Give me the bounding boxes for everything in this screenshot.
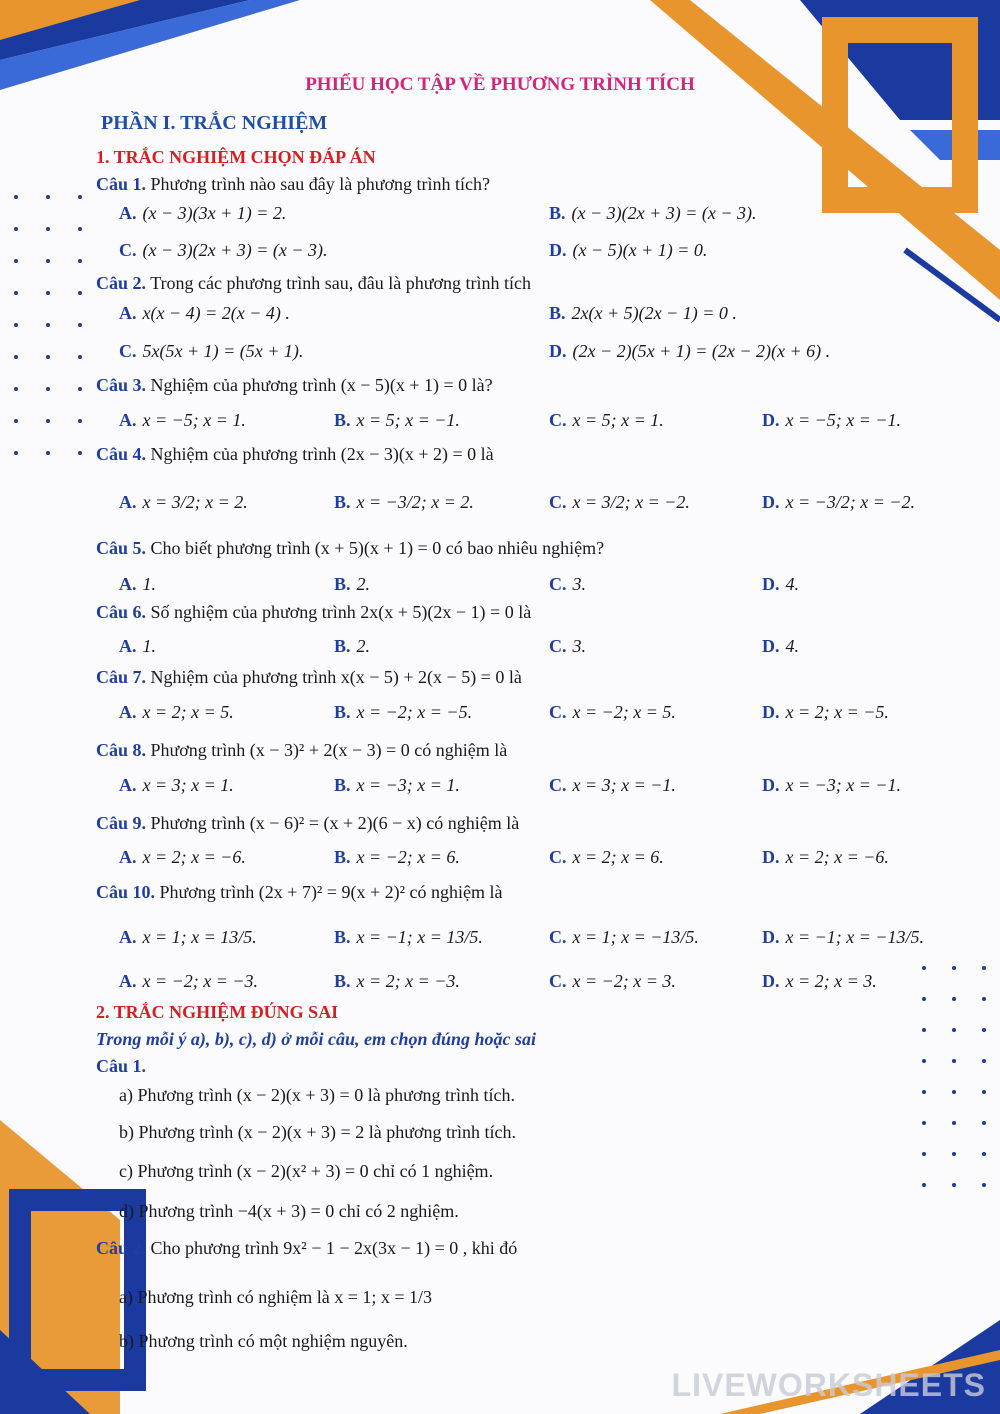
option-letter: C.	[549, 847, 567, 867]
option-text: x = 1; x = −13/5.	[572, 927, 699, 947]
option-text: x = 2; x = −5.	[785, 702, 889, 722]
question-label: Câu 8.	[96, 740, 147, 760]
question-9-option-a[interactable]	[119, 847, 246, 868]
section-title-true-false: 2. TRẮC NGHIỆM ĐÚNG SAI	[96, 1002, 339, 1022]
option-letter: D.	[762, 636, 780, 656]
question-9	[96, 813, 519, 834]
tf-question-2-text: Cho phương trình 9x² − 1 − 2x(3x − 1) = 0 , khi đó	[150, 1238, 518, 1258]
option-letter: A.	[119, 636, 137, 656]
question-10-extra-option-a[interactable]	[119, 971, 258, 992]
question-8	[96, 740, 507, 761]
question-5-option-b[interactable]	[334, 574, 370, 595]
tf-q2-statement-a[interactable]: a) Phương trình có nghiệm là x = 1; x = 1/3	[119, 1287, 433, 1307]
page-title: PHIẾU HỌC TẬP VỀ PHƯƠNG TRÌNH TÍCH	[305, 74, 695, 95]
option-text: x = −3/2; x = −2.	[785, 492, 916, 512]
question-label: Câu 9.	[96, 813, 147, 833]
question-10-option-d[interactable]	[762, 927, 924, 948]
question-label: Câu 4.	[96, 444, 147, 464]
option-letter: A.	[119, 702, 137, 722]
option-text: x = −5; x = −1.	[785, 410, 902, 430]
question-2	[96, 273, 531, 294]
option-text: (x − 3)(3x + 1) = 2.	[142, 203, 287, 223]
option-text: 4.	[785, 574, 799, 594]
tf-question-1-label: Câu 1.	[96, 1056, 147, 1076]
question-1	[96, 174, 490, 195]
question-7-option-a[interactable]	[119, 702, 234, 723]
tf-q1-statement-d[interactable]: d) Phương trình −4(x + 3) = 0 chỉ có 2 nghiệm.	[119, 1201, 459, 1221]
question-7-option-c[interactable]	[549, 702, 676, 723]
option-text: x = −3; x = 1.	[356, 775, 460, 795]
option-text: (x − 3)(2x + 3) = (x − 3).	[571, 203, 757, 223]
option-letter: C.	[119, 240, 137, 260]
question-4-option-c[interactable]	[549, 492, 690, 513]
option-letter: A.	[119, 775, 137, 795]
question-10-option-a[interactable]	[119, 927, 257, 948]
option-text: 1.	[142, 574, 156, 594]
question-text: Cho biết phương trình (x + 5)(x + 1) = 0 có bao nhiêu nghiệm?	[150, 538, 605, 558]
option-letter: D.	[762, 971, 780, 991]
option-letter: B.	[334, 927, 351, 947]
option-text: x = −1; x = −13/5.	[785, 927, 925, 947]
option-letter: A.	[119, 927, 137, 947]
option-letter: B.	[334, 492, 351, 512]
option-letter: B.	[549, 303, 566, 323]
option-text: 3.	[572, 574, 586, 594]
option-text: x = 3; x = 1.	[142, 775, 234, 795]
option-letter: C.	[549, 775, 567, 795]
question-label: Câu 10.	[96, 882, 156, 902]
question-1-option-c[interactable]	[119, 240, 328, 261]
question-3-option-b[interactable]	[334, 410, 460, 431]
option-text: x = −3; x = −1.	[785, 775, 902, 795]
instruction-text: Trong mỗi ý a), b), c), d) ở mỗi câu, em chọn đúng hoặc sai	[96, 1029, 536, 1049]
question-2-option-d[interactable]	[549, 341, 830, 362]
question-text: Phương trình (2x + 7)² = 9(x + 2)² có nghiệm là	[159, 882, 503, 902]
question-5-option-c[interactable]	[549, 574, 586, 595]
option-letter: C.	[549, 410, 567, 430]
option-text: 5x(5x + 1) = (5x + 1).	[142, 341, 304, 361]
question-5-option-a[interactable]	[119, 574, 156, 595]
option-letter: C.	[549, 492, 567, 512]
option-letter: D.	[762, 410, 780, 430]
question-text: Phương trình (x − 6)² = (x + 2)(6 − x) có nghiệm là	[150, 813, 520, 833]
question-label: Câu 6.	[96, 602, 147, 622]
option-letter: D.	[762, 927, 780, 947]
option-text: x = −2; x = −3.	[142, 971, 259, 991]
question-10-extra-option-b[interactable]	[334, 971, 460, 992]
question-text: Số nghiệm của phương trình 2x(x + 5)(2x − 1) = 0 là	[150, 602, 532, 622]
option-letter: C.	[549, 971, 567, 991]
question-6-option-c[interactable]	[549, 636, 586, 657]
tf-question-2	[96, 1238, 517, 1259]
option-letter: B.	[549, 203, 566, 223]
question-8-option-c[interactable]	[549, 775, 676, 796]
question-1-option-b[interactable]	[549, 203, 757, 224]
question-4	[96, 444, 494, 465]
option-text: x = −1; x = 13/5.	[356, 927, 483, 947]
question-7	[96, 667, 522, 688]
option-text: (x − 3)(2x + 3) = (x − 3).	[142, 240, 328, 260]
question-6	[96, 602, 531, 623]
option-letter: B.	[334, 775, 351, 795]
question-2-option-c[interactable]	[119, 341, 303, 362]
question-2-option-a[interactable]	[119, 303, 290, 324]
option-letter: C.	[119, 341, 137, 361]
question-8-option-b[interactable]	[334, 775, 460, 796]
question-label: Câu 3.	[96, 375, 147, 395]
tf-q1-statement-c[interactable]: c) Phương trình (x − 2)(x² + 3) = 0 chỉ có 1 nghiệm.	[119, 1161, 494, 1181]
tf-q1-statement-a[interactable]: a) Phương trình (x − 2)(x + 3) = 0 là phương trình tích.	[119, 1085, 515, 1105]
question-1-option-a[interactable]	[119, 203, 286, 224]
question-6-option-d[interactable]	[762, 636, 799, 657]
question-3-option-a[interactable]	[119, 410, 246, 431]
question-9-option-d[interactable]	[762, 847, 889, 868]
option-letter: D.	[762, 847, 780, 867]
option-letter: B.	[334, 636, 351, 656]
option-text: x = −5; x = 1.	[142, 410, 246, 430]
option-letter: D.	[549, 341, 567, 361]
option-letter: A.	[119, 492, 137, 512]
question-2-option-b[interactable]	[549, 303, 737, 324]
option-text: x = 1; x = 13/5.	[142, 927, 257, 947]
question-10-option-b[interactable]	[334, 927, 483, 948]
option-text: x = −2; x = −5.	[356, 702, 473, 722]
tf-q2-statement-b[interactable]: b) Phương trình có một nghiệm nguyên.	[119, 1331, 408, 1351]
option-letter: C.	[549, 636, 567, 656]
option-text: 4.	[785, 636, 799, 656]
option-text: x = 2; x = −3.	[356, 971, 460, 991]
question-5	[96, 538, 604, 559]
tf-q1-statement-b[interactable]: b) Phương trình (x − 2)(x + 3) = 2 là phương trình tích.	[119, 1122, 516, 1142]
option-letter: B.	[334, 574, 351, 594]
question-10-extra-option-c[interactable]	[549, 971, 676, 992]
tf-question-2-label: Câu 2.	[96, 1238, 147, 1258]
option-text: 1.	[142, 636, 156, 656]
question-4-option-a[interactable]	[119, 492, 248, 513]
watermark-logo: LIVEWORKSHEETS	[671, 1367, 986, 1403]
option-letter: D.	[762, 574, 780, 594]
option-text: x = 5; x = 1.	[572, 410, 664, 430]
question-10	[96, 882, 503, 903]
question-9-option-b[interactable]	[334, 847, 460, 868]
option-text: x = 3; x = −1.	[572, 775, 676, 795]
option-letter: B.	[334, 702, 351, 722]
question-5-option-d[interactable]	[762, 574, 799, 595]
question-4-option-d[interactable]	[762, 492, 915, 513]
question-text: Nghiệm của phương trình (2x − 3)(x + 2) = 0 là	[150, 444, 494, 464]
question-9-option-c[interactable]	[549, 847, 664, 868]
question-label: Câu 5.	[96, 538, 147, 558]
question-text: Phương trình (x − 3)² + 2(x − 3) = 0 có nghiệm là	[150, 740, 508, 760]
option-letter: A.	[119, 203, 137, 223]
question-10-extra-option-d[interactable]	[762, 971, 877, 992]
question-label: Câu 7.	[96, 667, 147, 687]
option-text: x = −2; x = 6.	[356, 847, 460, 867]
dot-grid-right	[922, 966, 1000, 1187]
option-letter: C.	[549, 574, 567, 594]
option-letter: A.	[119, 971, 137, 991]
option-letter: C.	[549, 702, 567, 722]
option-text: x = 2; x = −6.	[785, 847, 889, 867]
option-letter: A.	[119, 410, 137, 430]
question-label: Câu 1.	[96, 174, 147, 194]
option-letter: B.	[334, 971, 351, 991]
option-text: x = 2; x = 5.	[142, 702, 234, 722]
option-text: x = 2; x = −6.	[142, 847, 246, 867]
option-text: 2.	[356, 636, 371, 656]
question-label: Câu 2.	[96, 273, 147, 293]
option-text: x = 5; x = −1.	[356, 410, 460, 430]
option-text: (2x − 2)(5x + 1) = (2x − 2)(x + 6) .	[572, 341, 831, 361]
option-text: x = 3/2; x = −2.	[572, 492, 690, 512]
option-text: 3.	[572, 636, 586, 656]
question-3-option-d[interactable]	[762, 410, 901, 431]
option-text: x = −3/2; x = 2.	[356, 492, 474, 512]
question-7-option-b[interactable]	[334, 702, 472, 723]
option-letter: B.	[334, 410, 351, 430]
option-letter: D.	[762, 702, 780, 722]
question-4-option-b[interactable]	[334, 492, 474, 513]
question-1-option-d[interactable]	[549, 240, 707, 261]
section-title-multiple-choice: 1. TRẮC NGHIỆM CHỌN ĐÁP ÁN	[96, 147, 376, 167]
question-text: Nghiệm của phương trình (x − 5)(x + 1) = 0 là?	[150, 375, 493, 395]
option-letter: B.	[334, 847, 351, 867]
question-6-option-a[interactable]	[119, 636, 156, 657]
option-letter: D.	[762, 775, 780, 795]
option-letter: C.	[549, 927, 567, 947]
option-letter: D.	[762, 492, 780, 512]
option-letter: A.	[119, 303, 137, 323]
option-letter: D.	[549, 240, 567, 260]
option-text: x = −2; x = 5.	[572, 702, 676, 722]
option-text: x(x − 4) = 2(x − 4) .	[142, 303, 290, 323]
option-text: 2.	[356, 574, 371, 594]
option-text: x = 2; x = 3.	[785, 971, 877, 991]
question-8-option-a[interactable]	[119, 775, 234, 796]
option-letter: A.	[119, 574, 137, 594]
question-6-option-b[interactable]	[334, 636, 370, 657]
question-10-option-c[interactable]	[549, 927, 699, 948]
question-3	[96, 375, 493, 396]
option-letter: A.	[119, 847, 137, 867]
question-3-option-c[interactable]	[549, 410, 664, 431]
question-text: Phương trình nào sau đây là phương trình tích?	[150, 174, 491, 194]
question-7-option-d[interactable]	[762, 702, 889, 723]
question-8-option-d[interactable]	[762, 775, 901, 796]
question-text: Trong các phương trình sau, đâu là phương trình tích	[150, 273, 532, 293]
option-text: x = 3/2; x = 2.	[142, 492, 248, 512]
question-text: Nghiệm của phương trình x(x − 5) + 2(x − 5) = 0 là	[150, 667, 522, 687]
option-text: (x − 5)(x + 1) = 0.	[572, 240, 708, 260]
option-text: x = 2; x = 6.	[572, 847, 664, 867]
option-text: 2x(x + 5)(2x − 1) = 0 .	[571, 303, 737, 323]
part-title: PHẦN I. TRẮC NGHIỆM	[101, 112, 328, 134]
option-text: x = −2; x = 3.	[572, 971, 676, 991]
dot-grid-left	[14, 195, 110, 455]
